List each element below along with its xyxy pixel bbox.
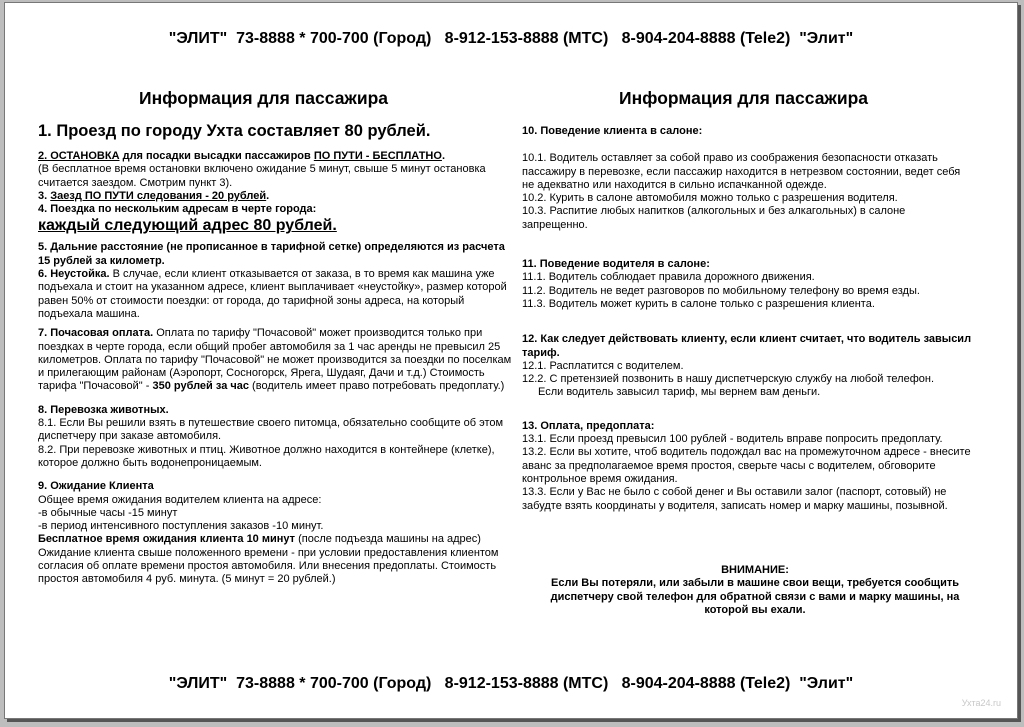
section-3-text: Заезд ПО ПУТИ следования - 20 рублей: [50, 189, 267, 202]
section-4-big: каждый следующий адрес 80 рублей.: [38, 217, 337, 235]
section-6: [38, 268, 512, 321]
section-2-text: для посадки высадки пассажиров: [119, 150, 314, 162]
attention-title: ВНИМАНИЕ:: [721, 564, 789, 576]
contact-footer: "ЭЛИТ" 73-8888 * 700-700 (Город) 8-912-153-8888 (МТС) 8-904-204-8888 (Tele2) "Элит": [168, 675, 854, 692]
section-9-e: Ожидание клиента свыше положенного времени - при условии предоставления клиентом согласия об оплате времени простоя автомобиля. Или внесения предоплаты. Стоимость простоя автомобиля 4 руб. минута. (5 минут = 20 рублей.): [38, 546, 499, 586]
section-12-2: 12.2. С претензией позвонить в нашу диспетчерскую службу на любой телефон.: [522, 373, 935, 386]
section-2-body: (В бесплатное время остановки включено ожидание 5 минут, свыше 5 минут остановка считается заездом. Смотрим пункт 3).: [38, 163, 486, 189]
section-13-1: 13.1. Если проезд превысил 100 рублей - водитель вправе попросить предоплату.: [522, 433, 943, 446]
section-3: [38, 190, 512, 203]
contact-header: "ЭЛИТ" 73-8888 * 700-700 (Город) 8-912-153-8888 (МТС) 8-904-204-8888 (Tele2) "Элит": [168, 30, 854, 47]
section-9-b: -в обычные часы -15 минут: [38, 506, 178, 519]
section-5: 5. Дальние расстояние (не прописанное в тарифной сетке) определяются из расчета 15 рублей за километр.: [38, 241, 505, 267]
section-1: 1. Проезд по городу Ухта составляет 80 рублей.: [38, 122, 431, 140]
section-12-3: Если водитель завысил тариф, мы вернем вам деньги.: [538, 386, 821, 399]
left-column: [38, 121, 512, 587]
section-4: 4. Поездка по нескольким адресам в черте города:: [38, 203, 317, 216]
section-2-free: ПО ПУТИ - БЕСПЛАТНО: [313, 150, 442, 162]
section-7-body: Оплата по тарифу "Почасовой" может производится только при поездках в черте города, если общий пробег автомобиля за 1 час аренды не превысил 25 километров. Оплата по тарифу "Почасовой" не может производится за поездки по поселкам и прилегающим районам (Аэропорт, Сосногорск, Ярега, Шудаяг, Дачи и т.д.) Стоимость тарифа "Почасовой" -: [38, 327, 512, 393]
section-11-3: 11.3. Водитель может курить в салоне только с разрешения клиента.: [522, 297, 875, 310]
right-column: [522, 125, 972, 513]
document-page: [4, 2, 1018, 719]
attention-block: [535, 564, 975, 617]
section-13-3: 13.3. Если у Вас не было с собой денег и Вы оставили залог (паспорт, сотовый) не забудте взять координаты у водителя, записать номер и марку машины, позывной.: [522, 486, 948, 512]
section-10-2: 10.2. Курить в салоне автомобиля можно только с разрешения водителя.: [522, 192, 898, 205]
attention-text: Если Вы потеряли, или забыли в машине свои вещи, требуется сообщить диспетчеру свой телефон для обратной связи с вами и марку машины, на которой вы ехали.: [550, 577, 960, 616]
section-11-1: 11.1. Водитель соблюдает правила дорожного движения.: [522, 271, 815, 284]
section-9-heading: 9. Ожидание Клиента: [38, 480, 154, 493]
section-10-heading: 10. Поведение клиента в салоне:: [522, 125, 703, 137]
section-6-heading: 6. Неустойка.: [38, 268, 110, 281]
watermark: Ухта24.ru: [961, 698, 1001, 708]
section-9-a: Общее время ожидания водителем клиента на адресе:: [38, 493, 322, 506]
section-12-heading: 12. Как следует действовать клиенту, если клиент считает, что водитель завысил тариф.: [522, 333, 972, 359]
section-7-price: 350 рублей за час: [152, 380, 249, 393]
section-7: [38, 327, 512, 393]
section-9-d: [38, 533, 512, 546]
section-13-2: 13.2. Если вы хотите, чтоб водитель подождал вас на промежуточном адресе - внесите аванс за предполагаемое время простоя, сверьте часы с водителем, обговорите контрольное время ожидания.: [522, 446, 971, 485]
section-8-heading: 8. Перевозка животных.: [38, 403, 169, 416]
section-3-number: 3.: [38, 189, 51, 202]
section-9-free-time-note: (после подъезда машины на адрес): [295, 533, 481, 546]
section-9-free-time: Бесплатное время ожидания клиента 10 минут: [38, 533, 296, 546]
section-8-1: 8.1. Если Вы решили взять в путешествие своего питомца, обязательно сообщите об этом диспетчеру при заказе автомобиля.: [38, 417, 504, 443]
section-13-heading: 13. Оплата, предоплата:: [522, 419, 655, 432]
section-10-3: 10.3. Распитие любых напитков (алкогольных и без алкагольных) в салоне запрещенно.: [522, 205, 906, 231]
left-column-title: Информация для пассажира: [139, 88, 389, 108]
section-11-2: 11.2. Водитель не ведет разговоров по мобильному телефону во время езды.: [522, 284, 920, 297]
right-column-title: Информация для пассажира: [619, 88, 869, 108]
section-9-c: -в период интенсивного поступления заказов -10 минут.: [38, 520, 324, 533]
section-3-dot: .: [266, 189, 270, 202]
section-7-tail: (водитель имеет право потребовать предоплату.): [249, 380, 505, 393]
section-12-1: 12.1. Расплатится с водителем.: [522, 359, 684, 372]
section-7-heading: 7. Почасовая оплата.: [38, 327, 154, 340]
section-6-body: В случае, если клиент отказывается от заказа, в то время как машина уже подъехала и стоит на указанном адресе, клиент выплачивает «неустойку», размер которой равен 50% от стоимости поездки: от города, до тарифной зоны адреса, на который подъехала машина.: [38, 268, 507, 320]
section-2-dot: .: [441, 150, 445, 162]
section-8-2: 8.2. При перевозке животных и птиц. Животное должно находится в контейнере (клетке), которое должно быть водонепроницаемым.: [38, 443, 495, 469]
section-11-heading: 11. Поведение водителя в салоне:: [522, 258, 710, 271]
section-2-heading: 2. ОСТАНОВКА: [38, 150, 120, 162]
section-2: [38, 150, 512, 163]
section-10-1: 10.1. Водитель оставляет за собой право из соображения безопасности отказать пассажиру в перевозке, если пассажир находится в нетрезвом состоянии, ведет себя не адекватно или находится в сильно испачканной одежде.: [522, 152, 961, 191]
